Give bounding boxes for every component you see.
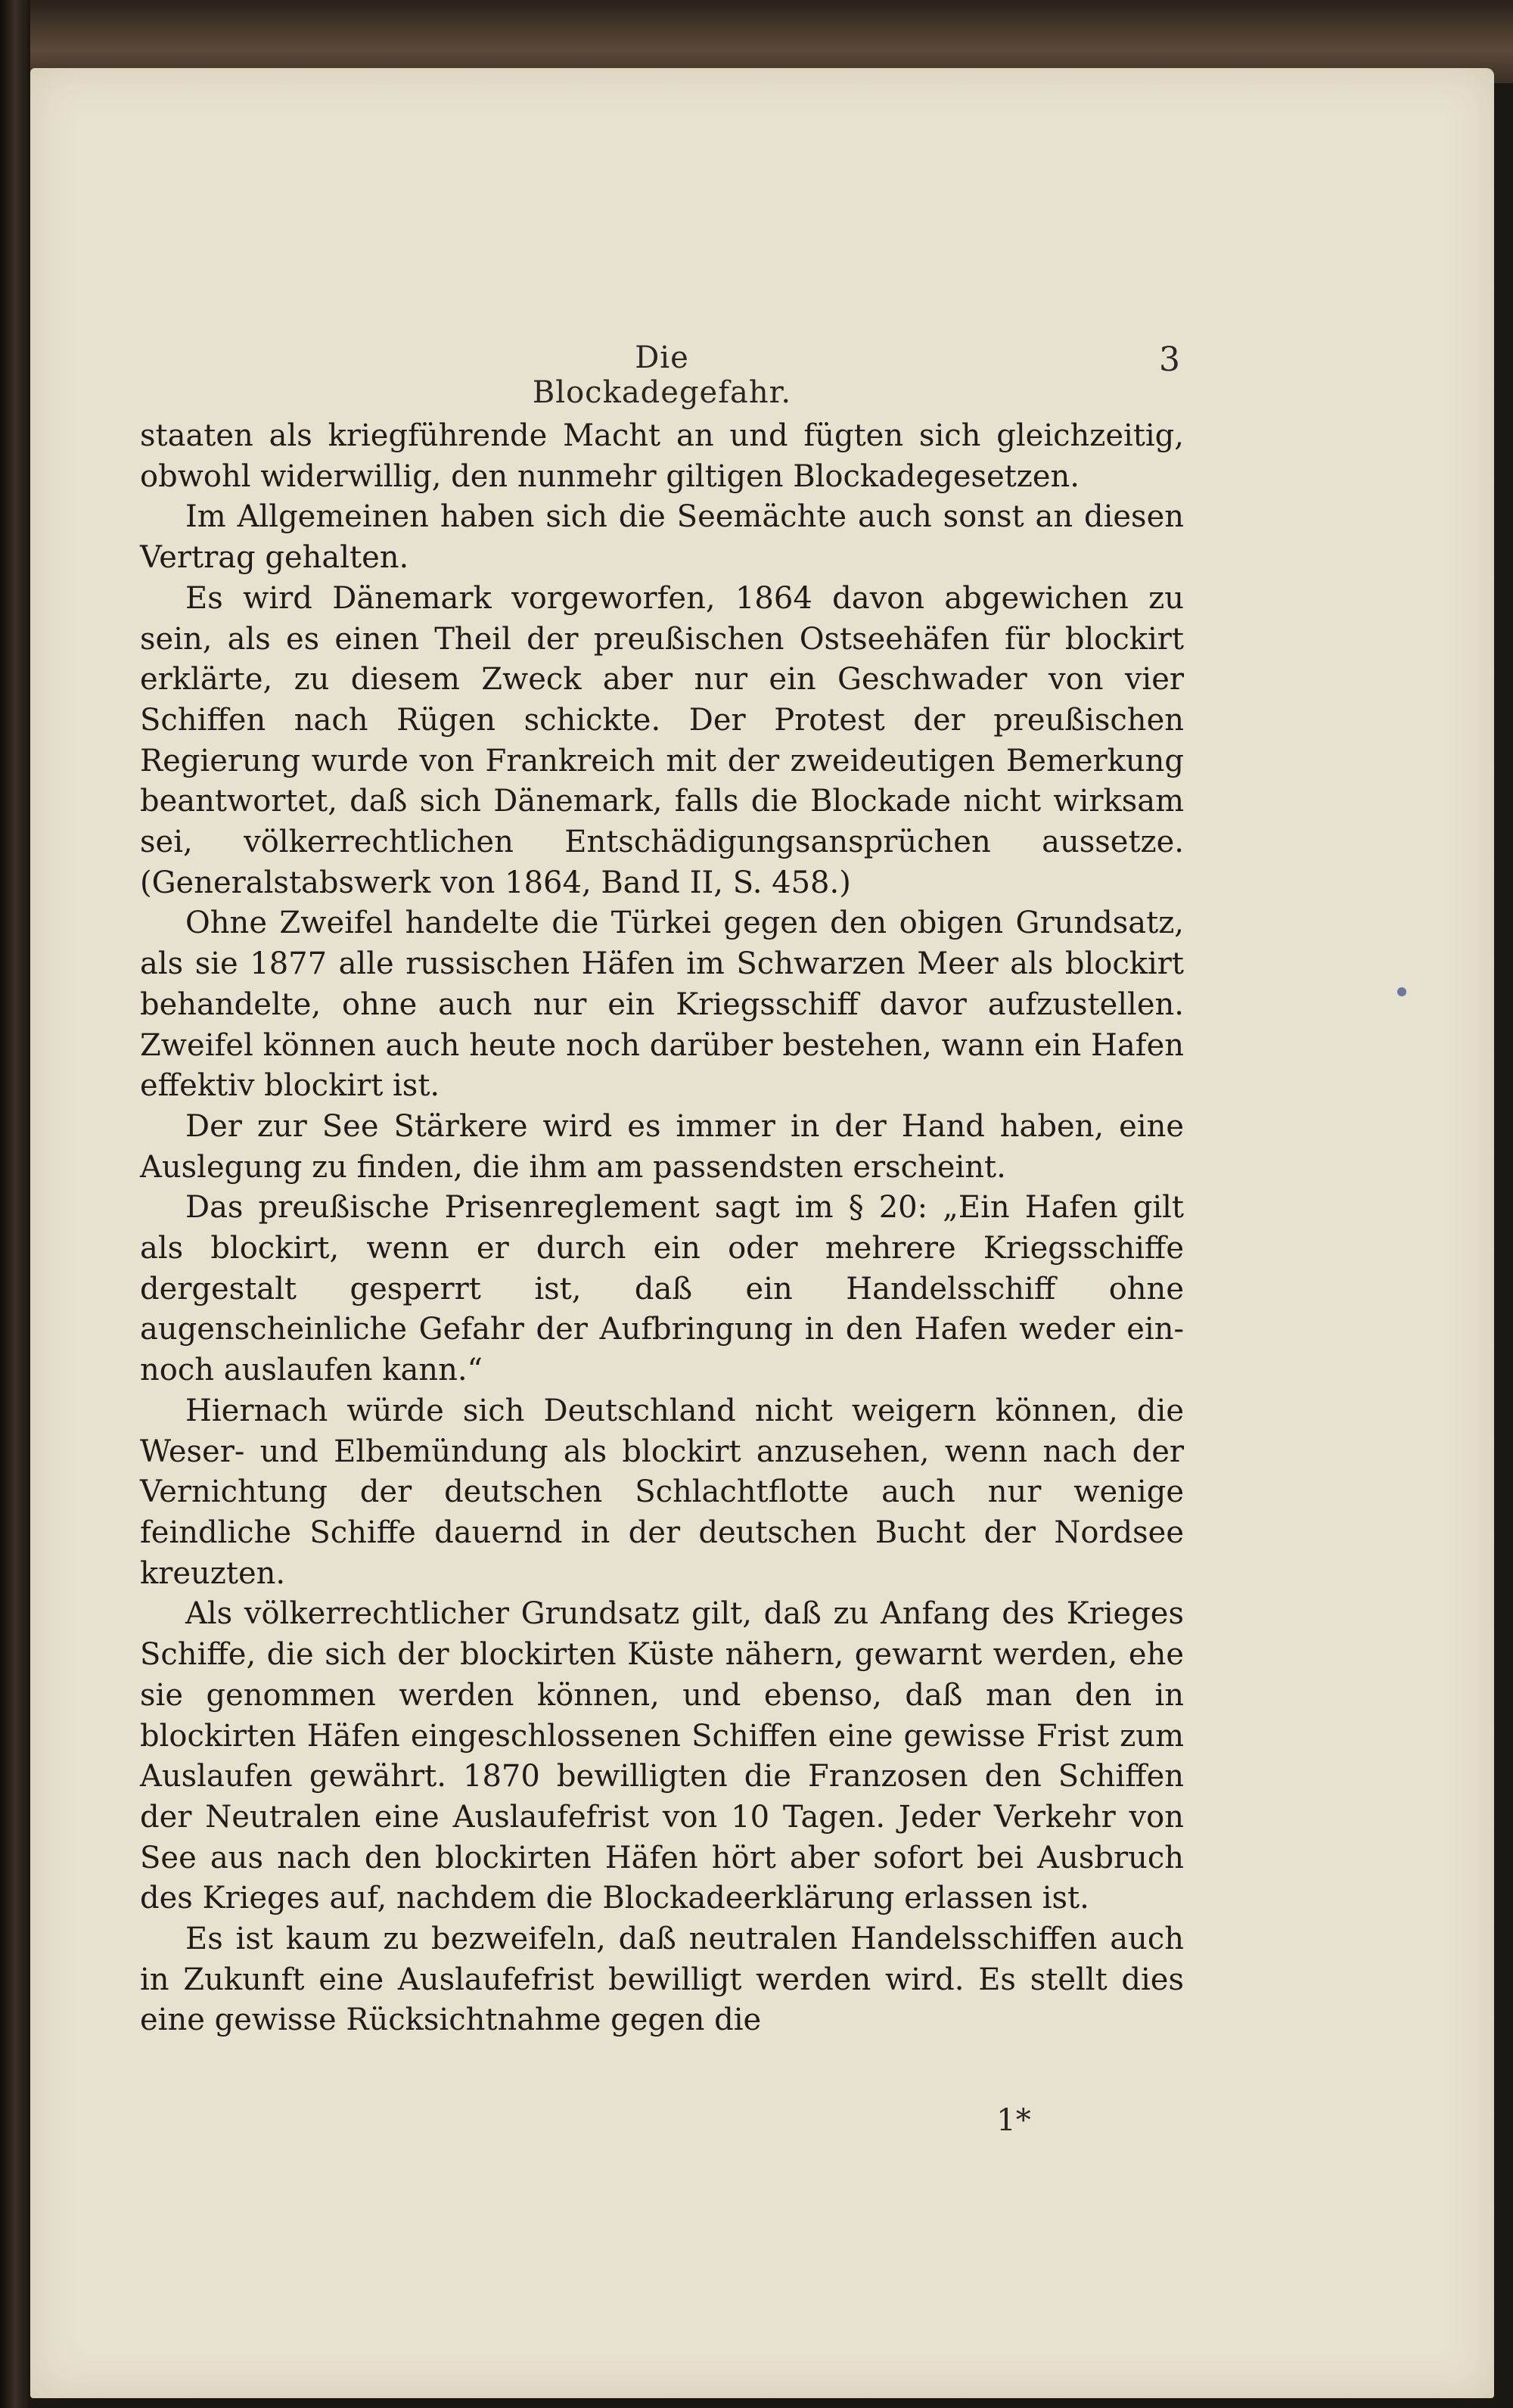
paragraph-6: Das preußische Prisenreglement sagt im § 20: „Ein Hafen gilt als blockirt, wenn er durch ein oder mehrere Kriegsschiffe dergestalt gesperrt ist, daß ein Handelsschiff ohne augenscheinliche Gefahr der Aufbringung in den Hafen weder ein- noch auslaufen kann.“ bbox=[140, 1190, 1184, 1388]
book-page bbox=[30, 68, 1494, 2398]
paragraph-1: staaten als kriegführende Macht an und fügten sich gleichzeitig, obwohl widerwillig, den nunmehr giltigen Blockadegesetzen. bbox=[140, 418, 1184, 494]
signature-mark: 1* bbox=[996, 2103, 1031, 2138]
paragraph-9: Es ist kaum zu bezweifeln, daß neutralen Handelsschiffen auch in Zukunft eine Auslaufefrist bewilligt werden wird. Es stellt dies eine gewisse Rücksichtnahme gegen die bbox=[140, 1922, 1184, 2038]
ink-spot bbox=[1397, 987, 1406, 996]
running-head-title: Die Blockadegefahr. bbox=[532, 340, 792, 410]
running-head bbox=[30, 340, 1494, 410]
paragraph-3: Es wird Dänemark vorgeworfen, 1864 davon abgewichen zu sein, als es einen Theil der preußischen Ostseehäfen für blockirt erklärte, zu diesem Zweck aber nur ein Geschwader von vier Schiffen nach Rügen schickte. Der Protest der preußischen Regierung wurde von Frankreich mit der zweideutigen Bemerkung beantwortet, daß sich Dänemark, falls die Blockade nicht wirksam sei, völkerrechtlichen Entschädigungsansprüchen aussetze. (Generalstabswerk von 1864, Band II, S. 458.) bbox=[140, 580, 1184, 900]
paragraph-4: Ohne Zweifel handelte die Türkei gegen den obigen Grundsatz, als sie 1877 alle russischen Häfen im Schwarzen Meer als blockirt behandelte, ohne auch nur ein Kriegsschiff davor aufzustellen. Zweifel können auch heute noch darüber bestehen, wann ein Hafen effektiv blockirt ist. bbox=[140, 906, 1184, 1104]
paragraph-2: Im Allgemeinen haben sich die Seemächte auch sonst an diesen Vertrag gehalten. bbox=[140, 499, 1184, 576]
page-number: 3 bbox=[1159, 340, 1180, 379]
paragraph-5: Der zur See Stärkere wird es immer in der Hand haben, eine Auslegung zu finden, die ihm am passendsten erscheint. bbox=[140, 1108, 1184, 1185]
paragraph-7: Hiernach würde sich Deutschland nicht weigern können, die Weser- und Elbemündung als blockirt anzusehen, wenn nach der Vernichtung der deutschen Schlachtflotte auch nur wenige feindliche Schiffe dauernd in der deutschen Bucht der Nordsee kreuzten. bbox=[140, 1393, 1184, 1591]
paragraph-8: Als völkerrechtlicher Grundsatz gilt, daß zu Anfang des Krieges Schiffe, die sich der blockirten Küste nähern, gewarnt werden, ehe sie genommen werden können, und ebenso, daß man den in blockirten Häfen eingeschlossenen Schiffen eine gewisse Frist zum Auslaufen gewährt. 1870 bewilligten die Franzosen den Schiffen der Neutralen eine Auslaufefrist von 10 Tagen. Jeder Verkehr von See aus nach den blockirten Häfen hört aber sofort bei Ausbruch des Krieges auf, nachdem die Blockadeerklärung erlassen ist. bbox=[140, 1596, 1184, 1916]
book-cover-left bbox=[0, 0, 30, 2408]
body-text bbox=[140, 416, 1184, 2041]
